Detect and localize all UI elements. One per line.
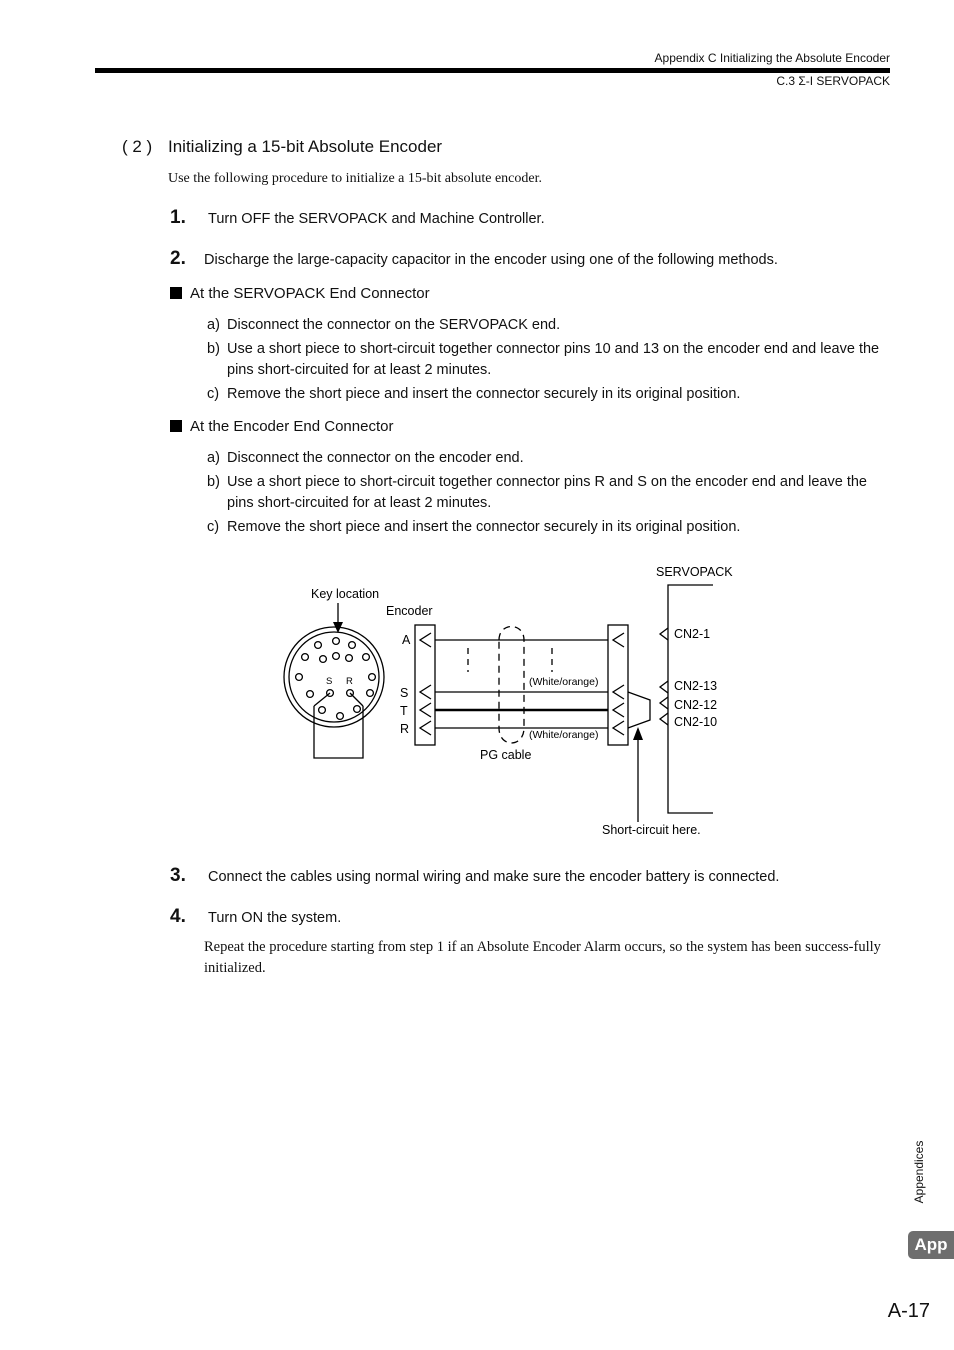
label-encoder: Encoder [386,604,433,618]
label-cn2-13: CN2-13 [674,679,718,693]
label-face-r: R [346,676,353,687]
list-item: b) Use a short piece to short-circuit together connector pins R and S on the encoder end and leave the pins short-circuited for at least 2 minutes. [207,474,867,511]
running-header-section: C.3 Σ-I SERVOPACK [776,74,890,88]
label-cn2-12: CN2-12 [674,698,718,712]
section-number: ( 2 ) [122,137,153,156]
step-number: 1. [170,207,186,228]
label-short-circuit: Short-circuit here. [602,823,701,837]
label-cn2-10: CN2-10 [674,715,718,729]
label-wire-color-2: (White/orange) [529,729,599,741]
list-item: c) Remove the short piece and insert the connector securely in its original position. [207,386,741,402]
list-item: a) Disconnect the connector on the encoder end. [207,450,524,466]
appendix-tab: App [908,1231,954,1259]
step-text: Connect the cables using normal wiring and make sure the encoder battery is connected. [208,869,780,885]
list-item: a) Disconnect the connector on the SERVOPACK end. [207,317,561,333]
section-title: Initializing a 15-bit Absolute Encoder [168,137,443,156]
subheading-servopack-end: At the SERVOPACK End Connector [170,285,430,302]
page-number: A-17 [887,1300,930,1322]
label-key-location: Key location [311,587,380,601]
step-text: Turn OFF the SERVOPACK and Machine Controller. [208,211,545,227]
label-cn2-1: CN2-1 [674,627,711,641]
side-label: Appendices [912,1140,926,1204]
step-number: 3. [170,865,186,886]
pg-cable-shield [499,627,524,744]
step-number: 4. [170,906,186,927]
step-text: Turn ON the system. [208,910,342,926]
step-number: 2. [170,248,186,269]
label-face-s: S [326,676,333,687]
label-servopack: SERVOPACK [656,565,733,579]
section-intro: Use the following procedure to initialize a 15-bit absolute encoder. [168,171,542,186]
short-circuit-arrow-icon [633,727,643,740]
subheading-encoder-end: At the Encoder End Connector [170,418,393,435]
label-pin-a: A [402,633,411,647]
label-pin-s: S [400,686,409,700]
label-wire-color-1: (White/orange) [529,676,599,688]
running-header-chapter: Appendix C Initializing the Absolute Encoder [654,51,890,65]
label-pin-t: T [400,704,408,718]
step-text: Discharge the large-capacity capacitor in the encoder using one of the following methods. [204,252,778,268]
label-pg-cable: PG cable [480,748,532,762]
closing-note: Repeat the procedure starting from step 1 if an Absolute Encoder Alarm occurs, so the system has been success-fully initialized. [204,939,881,976]
list-item: b) Use a short piece to short-circuit together connector pins 10 and 13 on the encoder end and leave the pins short-circuited for at least 2 minutes. [207,341,880,378]
label-pin-r: R [400,722,410,736]
list-item: c) Remove the short piece and insert the connector securely in its original position. [207,519,741,535]
